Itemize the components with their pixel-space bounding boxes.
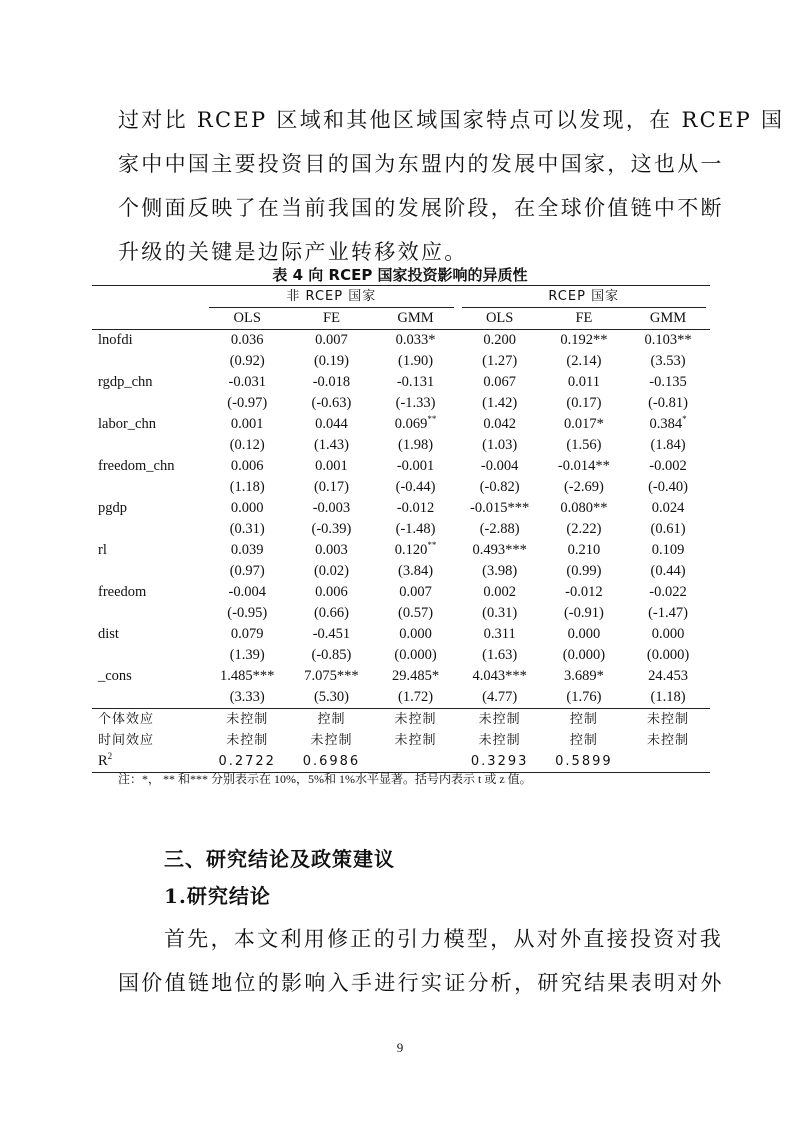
effect-cell: 未控制: [394, 733, 437, 748]
table-row-stat: [92, 603, 710, 624]
coefficient-value: 0.039: [230, 542, 264, 558]
r-squared-text: R: [98, 753, 108, 769]
statistic-cell: (-1.47): [648, 605, 688, 621]
statistic-cell: (1.27): [482, 353, 518, 369]
statistic-cell: (0.92): [229, 353, 265, 369]
coefficient-value: -0.004: [480, 458, 519, 474]
coefficient-value: 0.003: [315, 542, 348, 558]
variable-label: rl: [98, 542, 107, 558]
statistic-cell: (0.66): [313, 605, 349, 621]
statistic-cell: (0.02): [313, 563, 349, 579]
coefficient-value: 0.210: [567, 542, 601, 558]
table-row: [92, 330, 710, 352]
column-header: OLS: [233, 310, 261, 326]
statistic-cell: (-0.82): [479, 479, 520, 495]
statistic-cell: (0.61): [650, 521, 686, 537]
table-row: [92, 498, 710, 519]
variable-label: lnofdi: [92, 330, 205, 352]
coefficient-value: 0.007: [399, 584, 432, 600]
coefficient-value: 0.017*: [563, 416, 604, 432]
r-squared-cell: 0.2722: [205, 751, 289, 773]
coefficient-value: 0.080**: [560, 500, 608, 516]
statistic-cell: (5.30): [313, 689, 349, 705]
coefficient-value: 0.024: [651, 500, 685, 516]
coefficient-cell: [374, 582, 458, 603]
coefficient-value: 0.493***: [472, 542, 527, 558]
table-row: [92, 372, 710, 393]
r-squared-cell: 0.3293: [458, 751, 542, 773]
coefficient-cell: [205, 414, 289, 435]
coefficient-value: 0.200: [483, 332, 516, 348]
statistic-cell: (1.98): [398, 437, 434, 453]
regression-table: [92, 285, 710, 773]
statistic-cell: (0.000): [394, 647, 437, 663]
empty-label: [92, 561, 205, 582]
conclusion-paragraph: [118, 917, 724, 1005]
effect-cell: 控制: [542, 709, 626, 731]
effect-cell: 未控制: [458, 709, 542, 731]
coefficient-cell: [626, 414, 710, 435]
effect-cell: 未控制: [647, 733, 690, 748]
coefficient-cell: [458, 330, 542, 352]
conclusion-line-2: 国价值链地位的影响入手进行实证分析，研究结果表明对外: [118, 971, 724, 995]
coefficient-cell: [205, 456, 289, 477]
table-row-stat: [92, 645, 710, 666]
table-row: [92, 582, 710, 603]
coefficient-cell: [289, 498, 373, 519]
coefficient-value: 29.485*: [391, 668, 440, 684]
coefficient-value: -0.012: [396, 500, 435, 516]
coefficient-cell: [374, 498, 458, 519]
coefficient-value: 0.069: [394, 416, 428, 432]
coefficient-cell: [542, 666, 626, 687]
table-row-stat: [92, 435, 710, 456]
coefficient-cell: [626, 498, 710, 519]
coefficient-cell: [289, 414, 373, 435]
coefficient-cell: [626, 624, 710, 645]
statistic-cell: (0.17): [313, 479, 349, 495]
coefficient-cell: [289, 540, 373, 561]
empty-label: [92, 351, 205, 372]
intro-line-1: 过对比 RCEP 区域和其他区域国家特点可以发现，在 RCEP 国: [118, 108, 785, 132]
statistic-cell: (-0.95): [227, 605, 268, 621]
significance-mark: **: [427, 414, 437, 425]
coefficient-cell: [374, 372, 458, 393]
intro-line-3: 个侧面反映了在当前我国的发展阶段，在全球价值链中不断: [118, 196, 724, 220]
coefficient-cell: [626, 666, 710, 687]
coefficient-cell: [626, 582, 710, 603]
coefficient-value: 0.006: [315, 584, 348, 600]
statistic-cell: (-0.91): [563, 605, 604, 621]
empty-label: [92, 477, 205, 498]
effect-row: [92, 730, 710, 751]
coefficient-value: -0.014**: [557, 458, 610, 474]
statistic-cell: (-1.33): [395, 395, 436, 411]
empty-label: [92, 603, 205, 624]
statistic-cell: (0.000): [562, 647, 606, 663]
r-squared-cell: 0.5899: [542, 751, 626, 773]
coefficient-value: -0.012: [565, 584, 603, 600]
statistic-cell: (2.14): [566, 353, 602, 369]
table-row-stat: [92, 351, 710, 372]
table-row: [92, 540, 710, 561]
variable-label: rgdp_chn: [98, 374, 153, 390]
coefficient-cell: [374, 666, 458, 687]
effect-row: [92, 709, 710, 731]
coefficient-value: -0.031: [228, 374, 266, 390]
coefficient-value: 3.689*: [563, 668, 604, 684]
statistic-cell: (-0.63): [311, 395, 352, 411]
coefficient-value: 1.485***: [220, 668, 275, 684]
coefficient-value: 0.000: [567, 626, 601, 642]
coefficient-value: 0.311: [483, 626, 516, 642]
intro-line-2: 家中中国主要投资目的国为东盟内的发展中国家，这也从一: [118, 152, 724, 176]
coefficient-cell: [542, 582, 626, 603]
table-row: [92, 666, 710, 687]
effect-cell: 未控制: [626, 709, 710, 731]
coefficient-cell: [289, 372, 373, 393]
column-header-row: [92, 308, 710, 330]
coefficient-cell: [458, 582, 542, 603]
coefficient-value: -0.022: [649, 584, 687, 600]
statistic-cell: (1.39): [229, 647, 265, 663]
subsection-heading: 1.研究结论: [164, 884, 271, 908]
coefficient-cell: [626, 330, 710, 352]
table-caption: 表 4 向 RCEP 国家投资影响的异质性: [272, 266, 528, 284]
coefficient-value: 0.042: [483, 416, 516, 432]
statistic-cell: (0.19): [313, 353, 349, 369]
statistic-cell: (0.44): [650, 563, 686, 579]
significance-mark: *: [682, 414, 687, 425]
coefficient-value: 24.453: [648, 668, 688, 684]
table-row: [92, 624, 710, 645]
coefficient-value: -0.451: [312, 626, 351, 642]
effect-label: 个体效应: [92, 709, 205, 731]
coefficient-cell: [374, 624, 458, 645]
table-row-stat: [92, 519, 710, 540]
coefficient-value: -0.001: [396, 458, 435, 474]
statistic-cell: (3.33): [229, 689, 265, 705]
effect-label: 时间效应: [98, 733, 155, 748]
statistic-cell: (1.42): [482, 395, 518, 411]
empty-label: [92, 519, 205, 540]
table-row-stat: [92, 393, 710, 414]
section-heading: 三、研究结论及政策建议: [164, 847, 395, 871]
coefficient-cell: [542, 456, 626, 477]
effect-cell: 未控制: [374, 709, 458, 731]
coefficient-cell: [374, 330, 458, 352]
coefficient-cell: [626, 540, 710, 561]
significance-mark: **: [427, 540, 437, 551]
statistic-cell: (0.97): [229, 563, 265, 579]
statistic-cell: (2.22): [566, 521, 602, 537]
coefficient-cell: [374, 456, 458, 477]
statistic-cell: (-0.44): [395, 479, 436, 495]
statistic-cell: (1.03): [482, 437, 518, 453]
table-row-stat: [92, 561, 710, 582]
coefficient-cell: [289, 666, 373, 687]
coefficient-cell: [289, 330, 373, 352]
coefficient-value: 0.002: [483, 584, 516, 600]
table-note: 注：*， ** 和*** 分别表示在 10%，5%和 1%水平显著。括号内表示 t 或 z 值。: [118, 772, 532, 786]
coefficient-value: -0.003: [312, 500, 351, 516]
variable-label: freedom_chn: [98, 458, 175, 474]
table-row: [92, 456, 710, 477]
column-header: FE: [575, 310, 593, 326]
coefficient-value: -0.015***: [470, 500, 530, 516]
statistic-cell: (0.31): [229, 521, 265, 537]
statistic-cell: (3.98): [482, 563, 518, 579]
statistic-cell: (0.31): [482, 605, 518, 621]
effect-cell: 未控制: [226, 733, 269, 748]
coefficient-cell: [458, 414, 542, 435]
empty-label: [92, 687, 205, 709]
coefficient-cell: [458, 540, 542, 561]
variable-label: _cons: [98, 668, 132, 684]
coefficient-cell: [289, 582, 373, 603]
coefficient-cell: [542, 372, 626, 393]
coefficient-cell: [626, 456, 710, 477]
coefficient-value: -0.002: [649, 458, 687, 474]
statistic-cell: (0.99): [566, 563, 602, 579]
column-header: GMM: [397, 310, 434, 326]
statistic-cell: (-0.85): [311, 647, 352, 663]
column-header: GMM: [649, 310, 687, 326]
empty-label: [92, 435, 205, 456]
statistic-cell: (-0.97): [227, 395, 268, 411]
coefficient-value: 0.001: [315, 458, 348, 474]
coefficient-cell: [542, 540, 626, 561]
statistic-cell: (1.72): [398, 689, 434, 705]
coefficient-value: 0.000: [651, 626, 685, 642]
coefficient-cell: [626, 372, 710, 393]
statistic-cell: (0.000): [646, 647, 690, 663]
coefficient-cell: [374, 540, 458, 561]
coefficient-value: 0.192**: [560, 332, 608, 348]
statistic-cell: (1.63): [482, 647, 518, 663]
coefficient-value: 0.006: [230, 458, 264, 474]
coefficient-value: 0.011: [567, 374, 600, 390]
column-header: FE: [323, 310, 340, 326]
coefficient-cell: [542, 330, 626, 352]
statistic-cell: (1.18): [650, 689, 686, 705]
statistic-cell: (1.84): [650, 437, 686, 453]
coefficient-value: 0.044: [315, 416, 348, 432]
statistic-cell: (1.90): [398, 353, 434, 369]
coefficient-value: -0.004: [228, 584, 266, 600]
group-header-rcep: RCEP 国家: [458, 286, 710, 309]
effect-cell: 未控制: [205, 709, 289, 731]
group-header-non-rcep: 非 RCEP 国家: [205, 286, 457, 309]
variable-label: dist: [98, 626, 119, 642]
r-squared-sup: 2: [107, 751, 113, 762]
coefficient-cell: [458, 456, 542, 477]
coefficient-value: 7.075***: [304, 668, 359, 684]
r-squared-cell: 0.6986: [289, 751, 373, 773]
coefficient-value: 0.007: [315, 332, 348, 348]
coefficient-value: 0.036: [230, 332, 264, 348]
statistic-cell: (3.53): [650, 353, 686, 369]
statistic-cell: (1.56): [566, 437, 602, 453]
coefficient-value: 4.043***: [472, 668, 527, 684]
effect-cell: 控制: [289, 709, 373, 731]
conclusion-line-1: 首先，本文利用修正的引力模型，从对外直接投资对我: [164, 927, 724, 951]
coefficient-value: 0.103**: [644, 332, 692, 348]
table-row-stat: [92, 477, 710, 498]
coefficient-cell: [458, 624, 542, 645]
coefficient-value: 0.109: [651, 542, 685, 558]
coefficient-value: -0.135: [649, 374, 687, 390]
statistic-cell: (1.18): [229, 479, 265, 495]
intro-line-4: 升级的关键是边际产业转移效应。: [118, 240, 468, 264]
coefficient-cell: [374, 414, 458, 435]
coefficient-cell: [542, 624, 626, 645]
effect-cell: 未控制: [478, 733, 521, 748]
statistic-cell: (-0.81): [648, 395, 688, 411]
r-squared-cell: [626, 751, 710, 773]
coefficient-cell: [205, 498, 289, 519]
statistic-cell: (0.12): [229, 437, 265, 453]
coefficient-cell: [289, 456, 373, 477]
coefficient-value: 0.079: [230, 626, 264, 642]
statistic-cell: (-2.69): [563, 479, 604, 495]
coefficient-value: 0.001: [230, 416, 264, 432]
empty-label: [92, 645, 205, 666]
table-row-stat: [92, 687, 710, 709]
coefficient-value: 0.120: [394, 542, 428, 558]
coefficient-value: -0.018: [312, 374, 351, 390]
coefficient-value: 0.033*: [395, 332, 436, 348]
statistic-cell: (-0.39): [311, 521, 352, 537]
coefficient-cell: [542, 498, 626, 519]
statistic-cell: (1.43): [313, 437, 349, 453]
effect-cell: 控制: [569, 733, 598, 748]
page-number: 9: [396, 1040, 404, 1055]
coefficient-cell: [205, 582, 289, 603]
table-row: [92, 414, 710, 435]
coefficient-value: 0.000: [230, 500, 264, 516]
coefficient-value: 0.000: [399, 626, 432, 642]
coefficient-value: -0.131: [396, 374, 435, 390]
coefficient-cell: [458, 498, 542, 519]
intro-paragraph: [118, 98, 785, 274]
coefficient-cell: [205, 540, 289, 561]
coefficient-cell: [205, 666, 289, 687]
statistic-cell: (3.84): [398, 563, 434, 579]
coefficient-cell: [458, 372, 542, 393]
coefficient-cell: [205, 372, 289, 393]
variable-label: labor_chn: [98, 416, 156, 432]
coefficient-cell: [542, 414, 626, 435]
statistic-cell: (0.57): [398, 605, 434, 621]
variable-label: freedom: [98, 584, 147, 600]
statistic-cell: (-2.88): [479, 521, 520, 537]
coefficient-value: 0.384: [649, 416, 683, 432]
statistic-cell: (0.17): [566, 395, 602, 411]
statistic-cell: (-0.40): [648, 479, 688, 495]
statistic-cell: (4.77): [482, 689, 518, 705]
column-header: OLS: [485, 310, 514, 326]
coefficient-cell: [205, 330, 289, 352]
coefficient-cell: [205, 624, 289, 645]
statistic-cell: (1.76): [566, 689, 602, 705]
coefficient-cell: [289, 624, 373, 645]
empty-label: [92, 393, 205, 414]
effect-cell: 未控制: [310, 733, 353, 748]
coefficient-value: 0.067: [483, 374, 516, 390]
variable-label: pgdp: [98, 500, 127, 516]
group-header-row: [92, 286, 710, 309]
coefficient-cell: [458, 666, 542, 687]
statistic-cell: (-1.48): [395, 521, 436, 537]
